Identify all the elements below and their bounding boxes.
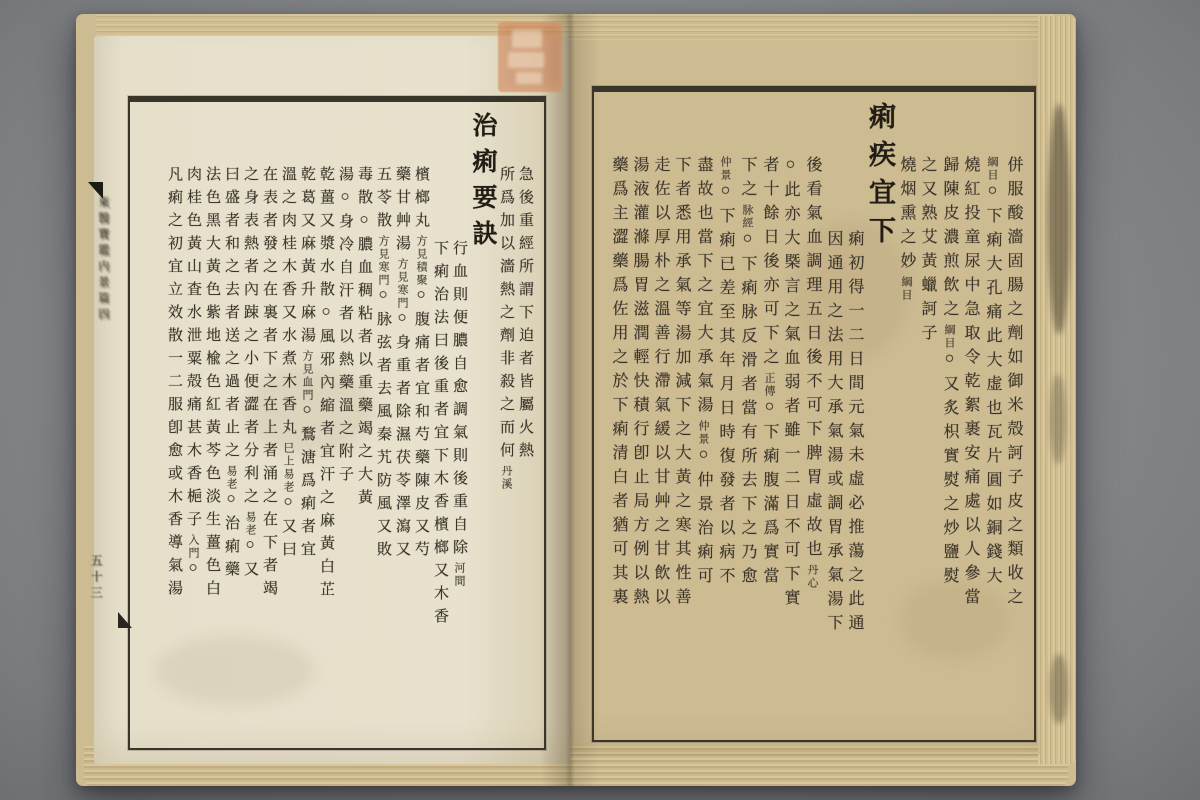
text-run: 盡故也當下之宜大承氣湯 <box>695 156 712 420</box>
text-run: 因通用之法用大承氣湯或調胃承氣湯下 <box>825 230 842 638</box>
text-column <box>515 110 534 738</box>
text-run: ○又炙枳實熨之炒鹽熨 <box>941 350 958 591</box>
text-run: 併服酸濇固腸之劑如御米殻訶子皮之類收之 <box>1005 156 1022 612</box>
text-run: 走佐以厚朴之溫善行滯氣緩以甘艸之甘飲以 <box>652 156 669 612</box>
text-run: ○又 <box>242 537 258 584</box>
text-run: ○下痢大孔痛此大虚也瓦片圓如銅錢大 <box>984 182 1001 591</box>
text-run: ○脉弦者去風秦艽防風又敗 <box>375 287 391 564</box>
text-run: 湯○身冷自汗者以熱藥溫之附子 <box>337 166 353 489</box>
text-column <box>692 100 714 730</box>
text-run: ○仲景治痢可 <box>695 446 712 591</box>
text-column <box>164 110 183 738</box>
text-run: ○ <box>185 560 201 584</box>
citation-note: 方見血門 <box>301 350 313 402</box>
citation-note: 仲景 <box>719 156 731 182</box>
text-run: ○腹痛者宜和芍藥陳皮又芍 <box>413 287 429 564</box>
seal-glyph-mark <box>512 30 542 48</box>
ink-smudge <box>1050 654 1068 724</box>
text-column <box>714 100 736 730</box>
text-run: 下者悉用承氣等湯加減下之大黃之寒其性善 <box>673 156 690 612</box>
open-book <box>76 14 1076 786</box>
text-column <box>608 100 629 730</box>
text-run: 後看氣血調理五日後不可下脾胃虛故也 <box>804 156 821 564</box>
text-column <box>844 100 865 730</box>
text-run: ○身重者除濕茯苓澤瀉又 <box>394 310 410 564</box>
section-title <box>468 110 496 738</box>
citation-note: 仲景 <box>697 420 709 446</box>
text-column <box>736 100 758 730</box>
text-run: 檳榔丸 <box>413 166 429 235</box>
black-corner-mark <box>88 182 103 199</box>
text-run: 藥甘艸湯 <box>394 166 410 258</box>
citation-note: 綱目 <box>900 276 912 302</box>
text-column <box>278 110 297 738</box>
black-notch-mark <box>118 612 132 628</box>
text-run: ○此亦大槩言之氣血弱者雖一二日不可下實 <box>782 156 799 613</box>
citation-note: 巳上易老 <box>282 442 294 494</box>
text-run: 藥爲主澀藥爲佐用之於下痢清白者猶可其裏 <box>610 156 627 612</box>
citation-note: 丹溪 <box>500 465 512 491</box>
text-run: 燒烟熏之妙 <box>898 156 915 276</box>
citation-note: 方見寒門 <box>396 258 408 310</box>
text-column <box>895 100 917 730</box>
text-column <box>183 110 202 738</box>
left-page <box>94 36 570 764</box>
text-run: 五苓散 <box>375 166 391 235</box>
text-column <box>650 100 671 730</box>
text-column <box>202 110 221 738</box>
citation-note: 正傳 <box>763 372 775 398</box>
text-column <box>316 110 335 738</box>
text-run: 在表者發之在裏者下之在上者涌之在下者竭 <box>261 166 277 603</box>
text-column <box>960 100 981 730</box>
citation-note: 入門 <box>187 534 199 560</box>
text-column <box>392 110 411 738</box>
ink-smudge <box>1050 374 1066 464</box>
text-column <box>354 110 373 738</box>
text-run: 溫之肉桂木香又水煮木香丸 <box>280 166 296 442</box>
text-column <box>629 100 650 730</box>
right-page <box>570 20 1040 756</box>
citation-note: 綱目 <box>943 324 955 350</box>
right-page-text-block <box>604 100 1024 730</box>
text-run: ○下痢腹滿爲實當 <box>761 398 778 591</box>
seal-glyph-mark <box>508 52 544 68</box>
text-run: 行血則便膿自愈調氣則後重自除 <box>451 240 467 562</box>
text-run: 曰盛者和之去者送之過者止之 <box>223 166 239 465</box>
text-column <box>496 110 515 738</box>
text-column <box>297 110 316 738</box>
text-run: ○下痢脉反滑者當有所去下之乃愈 <box>739 230 756 591</box>
text-run: 凡痢之初宜立效散一二服卽愈或木香導氣湯 <box>166 166 182 603</box>
book-gutter-shadow <box>540 14 600 786</box>
text-run: ○下痢已差至其年月日時復發者以病不 <box>717 182 734 591</box>
text-run: 歸陳皮濃煎飲之 <box>941 156 958 324</box>
text-column <box>430 110 449 738</box>
text-column <box>823 100 844 730</box>
text-column <box>221 110 240 738</box>
text-run: 乾葛又麻黃升麻湯 <box>299 166 315 350</box>
text-column <box>1003 100 1024 730</box>
text-run: ○鶩溏爲痢者宜 <box>299 402 315 564</box>
text-run: 者十餘日後亦可下之 <box>761 156 778 372</box>
text-run: ○又曰 <box>280 494 296 564</box>
citation-note: 河間 <box>453 562 465 588</box>
text-run: 乾薑又漿水散○風邪內縮者宜汗之麻黃白芷 <box>318 166 334 604</box>
text-column <box>411 110 430 738</box>
text-run: 燒紅投童尿中急取令乾絮裹安痛處以人參當 <box>962 156 979 612</box>
citation-note: 脉經 <box>741 204 753 230</box>
text-run: ○治痢藥 <box>223 491 239 584</box>
ink-smudge <box>1048 104 1070 334</box>
running-title: 東醫寶鑑内景篇四 <box>97 196 109 324</box>
citation-note: 方見積聚 <box>415 235 427 287</box>
text-column <box>259 110 278 738</box>
text-run: 所爲加以濇熱之劑非殺之而何 <box>498 166 514 465</box>
printed-border-frame <box>128 96 546 750</box>
text-run: 毒散○膿血稠粘者以重藥竭之大黃 <box>356 166 372 512</box>
text-run: 痢初得一二日間元氣未虛必推蕩之此通 <box>846 230 863 638</box>
text-column <box>780 100 801 730</box>
text-column <box>240 110 259 738</box>
left-page-text-block <box>140 110 534 738</box>
section-title <box>865 100 895 730</box>
text-column <box>373 110 392 738</box>
red-collector-seal <box>498 22 562 92</box>
text-column <box>917 100 938 730</box>
text-run: 肉桂色黃山査水泄粟殻痛甚木香梔子 <box>185 166 201 534</box>
text-column <box>758 100 780 730</box>
citation-note: 易老 <box>225 465 237 491</box>
text-column <box>801 100 823 730</box>
text-run: 之身表熱者內踈之小便澀者分利之 <box>242 166 258 511</box>
text-column <box>449 110 468 738</box>
text-run: 之又熟艾黃蠟訶子 <box>919 156 936 348</box>
citation-note: 易老 <box>244 511 256 537</box>
text-column <box>981 100 1003 730</box>
citation-note: 方見寒門 <box>377 235 389 287</box>
citation-note: 綱目 <box>986 156 998 182</box>
text-run: 法色黑大黃色紫地楡色紅黃芩色淡生薑色白 <box>204 166 220 603</box>
text-run: 湯液灌滌腸胃滋潤輕快積行卽止局方例以熱 <box>631 156 648 612</box>
text-run: 痢疾宜下 <box>865 102 895 254</box>
text-run: 治痢要訣 <box>469 112 496 256</box>
seal-glyph-mark <box>516 72 542 84</box>
text-column <box>335 110 354 738</box>
text-column <box>671 100 692 730</box>
text-column <box>938 100 960 730</box>
folio-page-number: 五十三 <box>89 554 103 602</box>
printed-border-frame <box>592 86 1036 742</box>
text-run: 急後重經所謂下迫者皆屬火熱 <box>517 166 533 465</box>
text-run: 下痢治法曰後重者宜下木香檳榔又木香 <box>432 240 448 631</box>
citation-note: 丹心 <box>806 564 818 590</box>
text-run: 下之 <box>739 156 756 204</box>
